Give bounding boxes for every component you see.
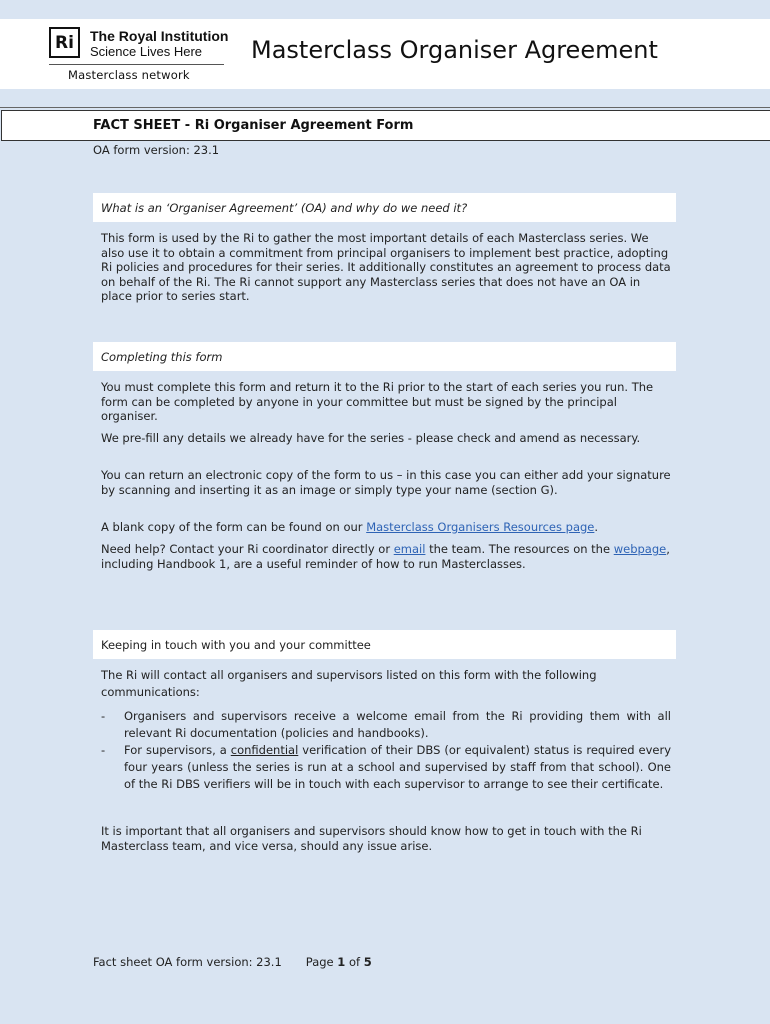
completing-p5 [101, 542, 671, 571]
completing-p5-suffix: , including Handbook 1, are a useful reminder of how to run Masterclasses. [101, 542, 670, 571]
bullet-dash: - [101, 709, 106, 723]
bullet-text-prefix: For supervisors, a [124, 743, 231, 757]
what-is-body: This form is used by the Ri to gather the most important details of each Masterclass series. We also use it to obtain a commitment from principal organisers to implement best practice, adopting Ri policies and procedures for their series. It additionally constitutes an agreement to process data on behalf of the Ri. The Ri cannot support any Masterclass series that does not have an OA in place prior to series start. [101, 231, 671, 303]
keeping-intro: The Ri will contact all organisers and supervisors listed on this form with the following communications: [101, 668, 597, 699]
logo-divider [49, 64, 224, 65]
bullet-dash: - [101, 743, 106, 757]
logo-org-name: The Royal Institution [90, 28, 229, 44]
completing-p4-suffix: . [594, 520, 599, 534]
bullet-text-underlined: confidential [230, 743, 299, 757]
keeping-closing: It is important that all organisers and supervisors should know how to get in touch with the Ri Masterclass team, and vice versa, should any issue arise. [101, 824, 642, 853]
logo-tagline: Science Lives Here [90, 44, 202, 59]
header-divider [0, 107, 770, 108]
section-heading-keeping-text: Keeping in touch with you and your committee [101, 637, 371, 652]
footer-page [306, 955, 372, 969]
document-title: Masterclass Organiser Agreement [251, 36, 658, 64]
page-footer [93, 955, 372, 969]
webpage-link[interactable]: webpage [613, 542, 667, 556]
section-heading-keeping [93, 630, 676, 659]
completing-p5-prefix: Need help? Contact your Ri coordinator directly or [101, 542, 394, 556]
section-heading-completing [93, 342, 676, 371]
footer-page-total: 5 [363, 955, 372, 969]
footer-page-current: 1 [337, 955, 346, 969]
fact-sheet-title: FACT SHEET - Ri Organiser Agreement Form [93, 118, 414, 133]
resources-page-link[interactable]: Masterclass Organisers Resources page [366, 520, 595, 534]
completing-p1: You must complete this form and return it to the Ri prior to the start of each series you run. The form can be completed by anyone in your committee but must be signed by the principal organiser. [101, 380, 654, 423]
form-version: OA form version: 23.1 [93, 143, 220, 157]
footer-page-label: Page [305, 955, 338, 969]
completing-p2: We pre-fill any details we already have for the series - please check and amend as necessary. [101, 431, 641, 445]
bullet-text: Organisers and supervisors receive a welcome email from the Ri providing them with all relevant Ri documentation (policies and handbooks). [124, 709, 671, 740]
email-link[interactable]: email [393, 542, 426, 556]
section-heading-completing-text: Completing this form [101, 349, 223, 364]
footer-version: Fact sheet OA form version: 23.1 [93, 955, 282, 969]
list-item [101, 742, 671, 793]
logo-network-label: Masterclass network [68, 68, 190, 82]
list-item [101, 708, 671, 742]
bullet-text-suffix: verification of their DBS (or equivalent) status is required every four years (unless the series is run at a school and supervised by staff from that school). One of the Ri DBS verifiers will be in touch with each supervisor to arrange to see their certificate. [124, 743, 671, 791]
communications-list [101, 708, 671, 793]
ri-logo-mark: Ri [49, 27, 80, 58]
section-heading-what-is [93, 193, 676, 222]
completing-p4 [101, 520, 671, 535]
completing-p3: You can return an electronic copy of the form to us – in this case you can either add your signature by scanning and inserting it as an image or simply type your name (section G). [101, 468, 671, 497]
footer-page-of: of [345, 955, 364, 969]
section-heading-what-is-text: What is an ‘Organiser Agreement’ (OA) and why do we need it? [101, 200, 468, 215]
completing-p5-mid: the team. The resources on the [425, 542, 614, 556]
completing-p4-prefix: A blank copy of the form can be found on our [101, 520, 367, 534]
